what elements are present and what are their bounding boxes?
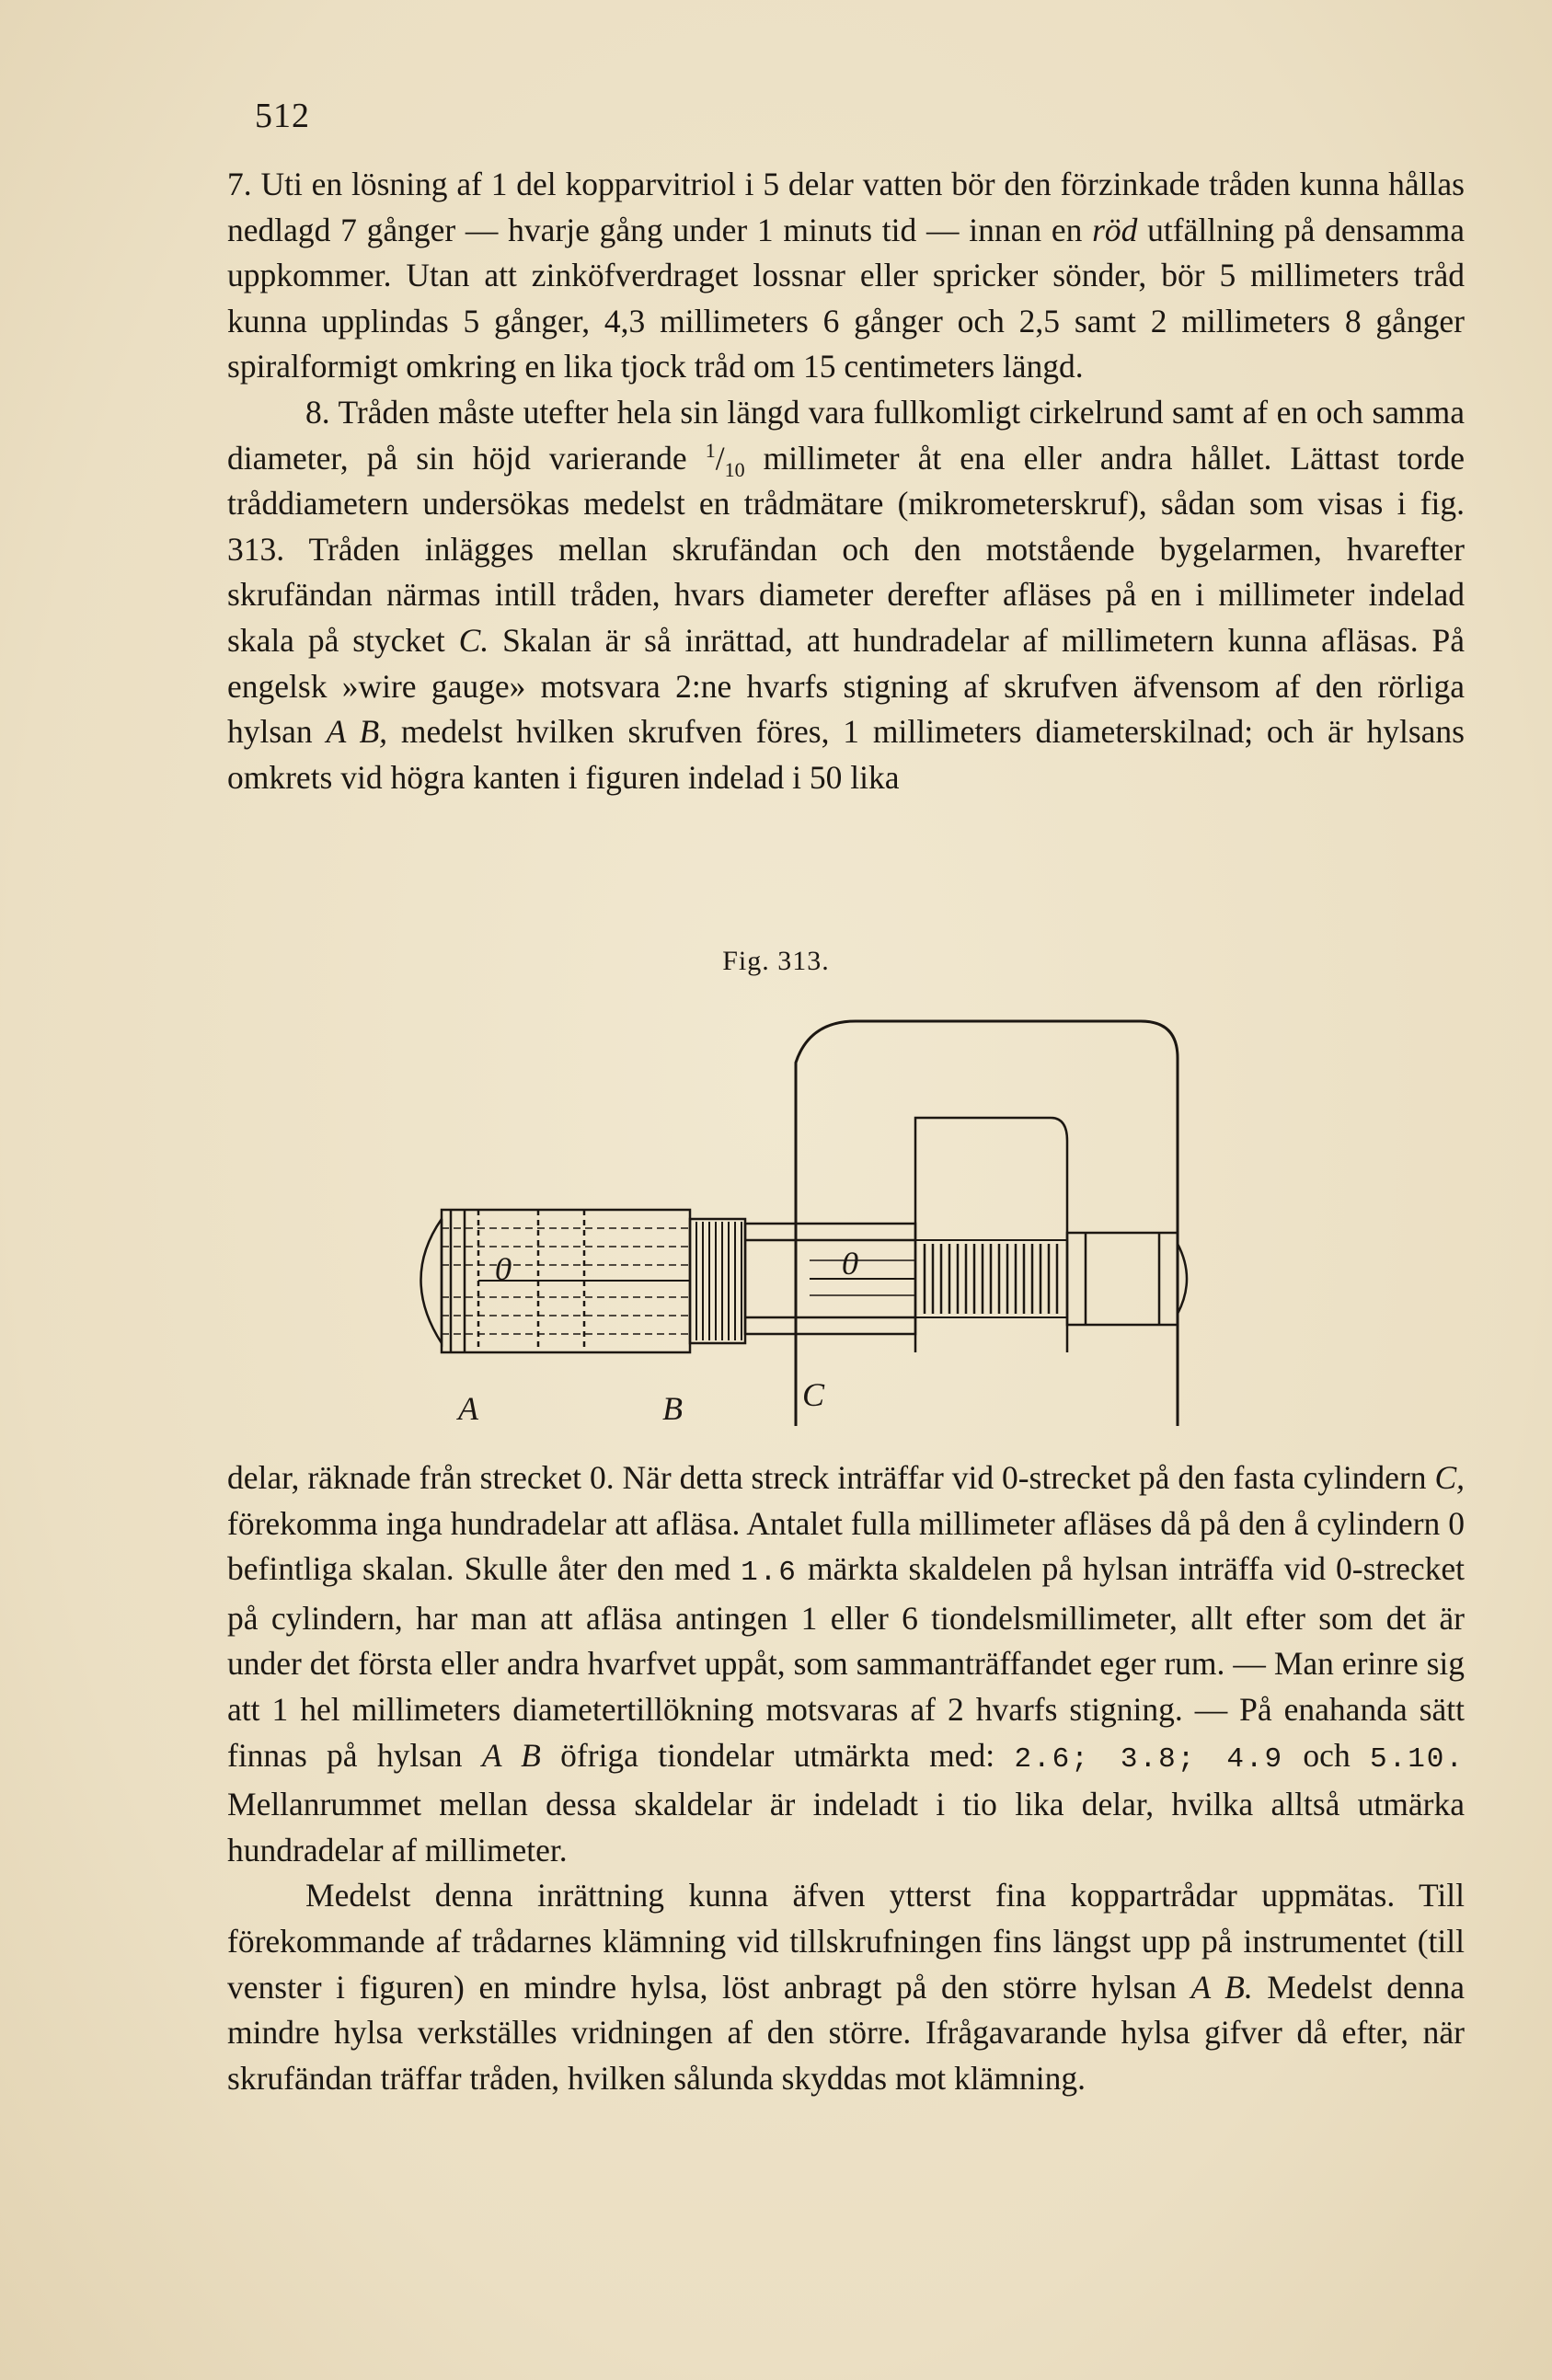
label-b: B: [662, 1390, 683, 1427]
lower-text: [227, 1455, 1465, 2101]
anvil-block: [1067, 1233, 1178, 1325]
upper-text: [227, 162, 1465, 800]
micrometer-drawing: [386, 1003, 1306, 1444]
label-a: A: [458, 1390, 478, 1427]
label-zero-cylinder: 0: [842, 1245, 858, 1282]
knurled-collar: [690, 1219, 745, 1343]
figure-caption: Fig. 313.: [722, 946, 830, 976]
label-c: C: [802, 1376, 825, 1413]
label-zero-thimble: 0: [495, 1250, 512, 1287]
thread-lines: [925, 1244, 1057, 1314]
micrometer-figure: [386, 1003, 1306, 1444]
paragraph-continued: delar, räknade från strecket 0. När detta streck inträffar vid 0-strecket på den fasta cylindern C, förekomma inga hundradelar att afläsa. Antalet fulla millimeter afläses då på den å cylindern 0 befintliga skalan. Skulle åter den med 1.6 märkta skaldelen på hylsan inträffa vid 0-strecket på cylindern, har man att afläsa antingen 1 eller 6 tiondelsmillimeter, allt efter som det är under det första eller andra hvarfvet uppåt, som sammanträffandet eger rum. — Man erinre sig att 1 hel millimeters diametertillökning motsvaras af 2 hvarfs stigning. — På enahanda sätt finnas på hylsan A B öfriga tiondelar utmärkta med: 2.6; 3.8; 4.9 och 5.10. Mellanrummet mellan dessa skaldelar är indeladt i tio lika delar, hvilka alltså utmärka hundradelar af millimeter.: [227, 1459, 1466, 1868]
paragraph-7: 7. Uti en lösning af 1 del kopparvitriol i 5 delar vatten bör den förzinkade tråden kunna hållas nedlagd 7 gånger — hvarje gång under 1 minuts tid — innan en röd utfällning på densamma uppkommer. Utan att zinköfverdraget lossnar eller spricker sönder, bör 5 millimeters tråd kunna upplindas 5 gånger, 4,3 millimeters 6 gånger och 2,5 samt 2 millimeters 8 gånger spiralformigt omkring en lika tjock tråd om 15 centimeters längd.: [227, 166, 1465, 385]
thimble-knob: [421, 1219, 443, 1343]
paragraph-8: 8. Tråden måste utefter hela sin längd vara fullkomligt cirkelrund samt af en och samma diameter, på sin höjd varierande $^1/_{10}$ millimeter åt ena eller andra hållet. Lättast torde tråddiametern undersökas medelst en trådmätare (mikrometerskruf), sådan som visas i fig. 313. Tråden inlägges mellan skrufändan och den motstående bygelarmen, hvarefter skrufändan närmas intill tråden, hvars diameter derefter afläses på en i millimeter indelad skala på stycket C. Skalan är så inrättad, att hundradelar af millimetern kunna afläsas. På engelsk »wire gauge» motsvara 2:ne hvarfs stigning af skrufven äfvensom af den rörliga hylsan A B, medelst hvilken skrufven föres, 1 millimeters diameterskilnad; och är hylsans omkrets vid högra kanten i figuren indelad i 50 lika: [227, 393, 1466, 796]
page-number: 512: [255, 97, 310, 135]
paragraph-medelst: Medelst denna inrättning kunna äfven ytterst fina koppartrådar uppmätas. Till förekommande af trådarnes klämning vid tillskrufningen fins längst upp på instrumentet (till venster i figuren) en mindre hylsa, löst anbragt på den större hylsan A B. Medelst denna mindre hylsa verkställes vridningen af den större. Ifrågavarande hylsa gifver då efter, när skrufändan träffar tråden, hvilken sålunda skyddas mot klämning.: [227, 1877, 1465, 2097]
